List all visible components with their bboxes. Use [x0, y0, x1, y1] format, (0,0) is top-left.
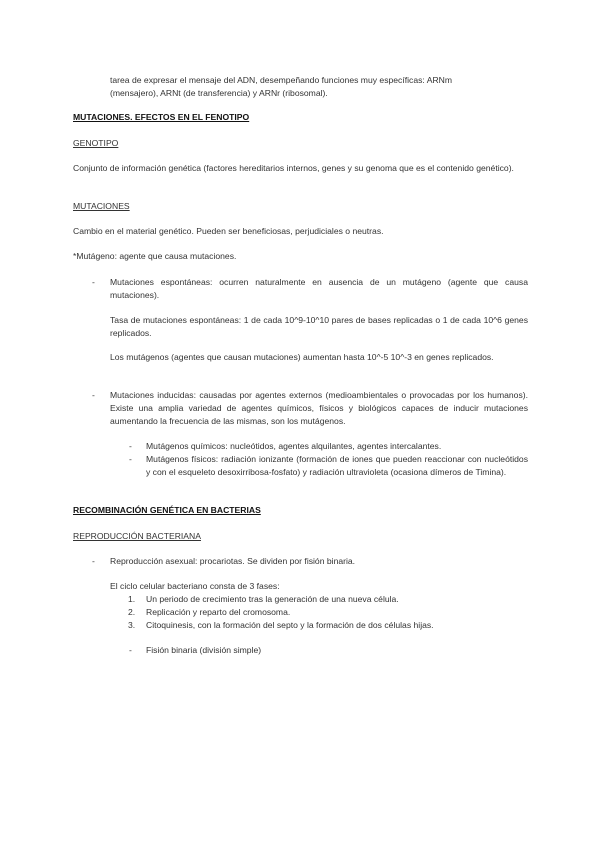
bullet-marker: - — [92, 277, 95, 287]
sub-bullet-marker: - — [129, 645, 132, 655]
intro-paragraph — [110, 74, 530, 100]
phase-item: Replicación y reparto del cromosoma. — [146, 607, 291, 617]
section-title-recombinacion: RECOMBINACIÓN GENÉTICA EN BACTERIAS — [73, 505, 261, 515]
phase-number: 1. — [128, 594, 136, 604]
sub-bullet-fisicos: Mutágenos físicos: radiación ionizante (formación de iones que pueden reaccionar con nucleótidos y con el esqueleto desoxirribosa-fosfato) y radiación ultravioleta (ocasiona dímeros de Timina). — [146, 454, 528, 478]
tasa-mutaciones: Tasa de mutaciones espontáneas: 1 de cada 10^9-10^10 pares de bases replicadas o 1 de cada 10^6 genes replicados. — [110, 315, 528, 339]
mutageno-note: *Mutágeno: agente que causa mutaciones. — [73, 251, 237, 261]
bullet-marker: - — [92, 556, 95, 566]
genotipo-text: Conjunto de información genética (factores hereditarios internos, genes y su genoma que es el contenido genético). — [73, 163, 514, 173]
bullet-espontaneas: Mutaciones espontáneas: ocurren naturalmente en ausencia de un mutágeno (agente que causa mutaciones). — [110, 277, 528, 301]
sub-bullet-quimicos: Mutágenos químicos: nucleótidos, agentes alquilantes, agentes intercalantes. — [146, 441, 442, 451]
phase-item: Un periodo de crecimiento tras la generación de una nueva célula. — [146, 594, 399, 604]
phase-number: 3. — [128, 620, 136, 630]
bullet-inducidas: Mutaciones inducidas: causadas por agentes externos (medioambientales o provocadas por los humanos). Existe una amplia variedad de agentes químicos, físicos y biológicos capaces de inducir mutaciones aumentando la frecuencia de las mismas, son los mutágenos. — [110, 390, 528, 427]
phase-number: 2. — [128, 607, 136, 617]
mutaciones-text: Cambio en el material genético. Pueden ser beneficiosas, perjudiciales o neutras. — [73, 226, 384, 236]
fision-binaria-item: Fisión binaria (división simple) — [146, 645, 262, 655]
section-title-mutaciones: MUTACIONES. EFECTOS EN EL FENOTIPO — [73, 112, 250, 122]
mutagenos-aumento: Los mutágenos (agentes que causan mutaciones) aumentan hasta 10^-5 10^-3 en genes replicados. — [110, 352, 494, 362]
genotipo-title: GENOTIPO — [73, 138, 119, 148]
bullet-marker: - — [92, 390, 95, 400]
ciclo-intro: El ciclo celular bacteriano consta de 3 fases: — [110, 581, 280, 591]
mutaciones-title: MUTACIONES — [73, 201, 130, 211]
sub-bullet-marker: - — [129, 441, 132, 451]
phase-item: Citoquinesis, con la formación del septo y la formación de dos células hijas. — [146, 620, 434, 630]
reproduccion-title: REPRODUCCIÓN BACTERIANA — [73, 531, 201, 541]
intro-line-1: tarea de expresar el mensaje del ADN, desempeñando funciones muy específicas: ARNm — [110, 75, 453, 85]
intro-line-2: (mensajero), ARNt (de transferencia) y ARNr (ribosomal). — [110, 88, 328, 99]
bullet-reproduccion-asexual: Reproducción asexual: procariotas. Se dividen por fisión binaria. — [110, 556, 356, 566]
sub-bullet-marker: - — [129, 454, 132, 464]
